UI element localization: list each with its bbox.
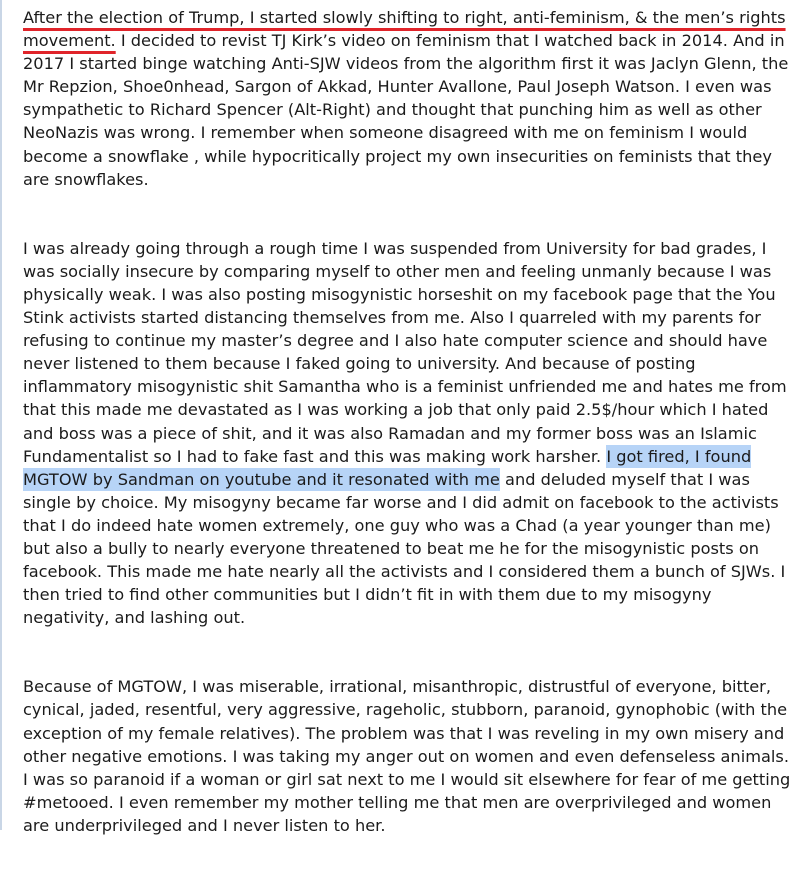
document-body xyxy=(23,6,793,883)
paragraph-2-text-before: I was already going through a rough time I was suspended from University for bad grades, I was socially insecure by comparing myself to other men and feeling unmanly because I was physically weak. I was also posting misogynistic horseshit on my facebook page that the You Stink activists started distancing themselves from me. Also I quarreled with my parents for refusing to continue my master’s degree and I also hate computer science and should have never listened to them because I faked going to university. And because of posting inflammatory misogynistic shit Samantha who is a feminist unfriended me and hates me from that this made me devastated as I was working a job that only paid 2.5$/hour which I hated and boss was a piece of shit, and it was also Ramadan and my former boss was an Islamic Fundamentalist so I had to fake fast and this was making work harsher. xyxy=(23,238,787,466)
paragraph-2-text-after: and deluded myself that I was single by choice. My misogyny became far worse and I did admit on facebook to the activists that I do indeed hate women extremely, one guy who was a Chad (a year younger than me) but also a bully to nearly everyone threatened to beat me he for the misogynistic posts on facebook. This made me hate nearly all the activists and I considered them a bunch of SJWs. I then tried to find other communities but I didn’t fit in with them due to my misogyny negativity, and lashing out. xyxy=(23,469,786,628)
paragraph-1 xyxy=(23,6,793,191)
highlighted-text-selection[interactable]: I got fired, I found MGTOW by Sandman on youtube and it resonated with me xyxy=(23,446,752,489)
paragraph-1-text: I decided to revist TJ Kirk’s video on feminism that I watched back in 2014. And in 2017 I started binge watching Anti-SJW videos from the algorithm first it was Jaclyn Glenn, the Mr Repzion, Shoe0nhead, Sargon of Akkad, Hunter Avallone, Paul Joseph Watson. I even was sympathetic to Richard Spencer (Alt-Right) and thought that punching him as well as other NeoNazis was wrong. I remember when someone disagreed with me on feminism I would become a snowflake , while hypocritically project my own insecurities on feminists that they are snowflakes. xyxy=(23,31,789,189)
paragraph-2 xyxy=(23,237,793,630)
paragraph-3-text: Because of MGTOW, I was miserable, irrational, misanthropic, distrustful of everyone, bitter, cynical, jaded, resentful, very aggressive, rageholic, stubborn, paranoid, gynophobic (with the exception of my female relatives). The problem was that I was reveling in my own misery and other negative emotions. I was taking my anger out on women and even defenseless animals. I was so paranoid if a woman or girl sat next to me I would sit elsewhere for fear of me getting #metooed. I even remember my mother telling me that men are overprivileged and women are underprivileged and I never listen to her. xyxy=(23,677,791,835)
paragraph-3 xyxy=(23,675,793,837)
red-underlined-text: After the election of Trump, I started slowly shifting to right, anti-feminism, & the men’s rights movement. xyxy=(23,8,786,51)
